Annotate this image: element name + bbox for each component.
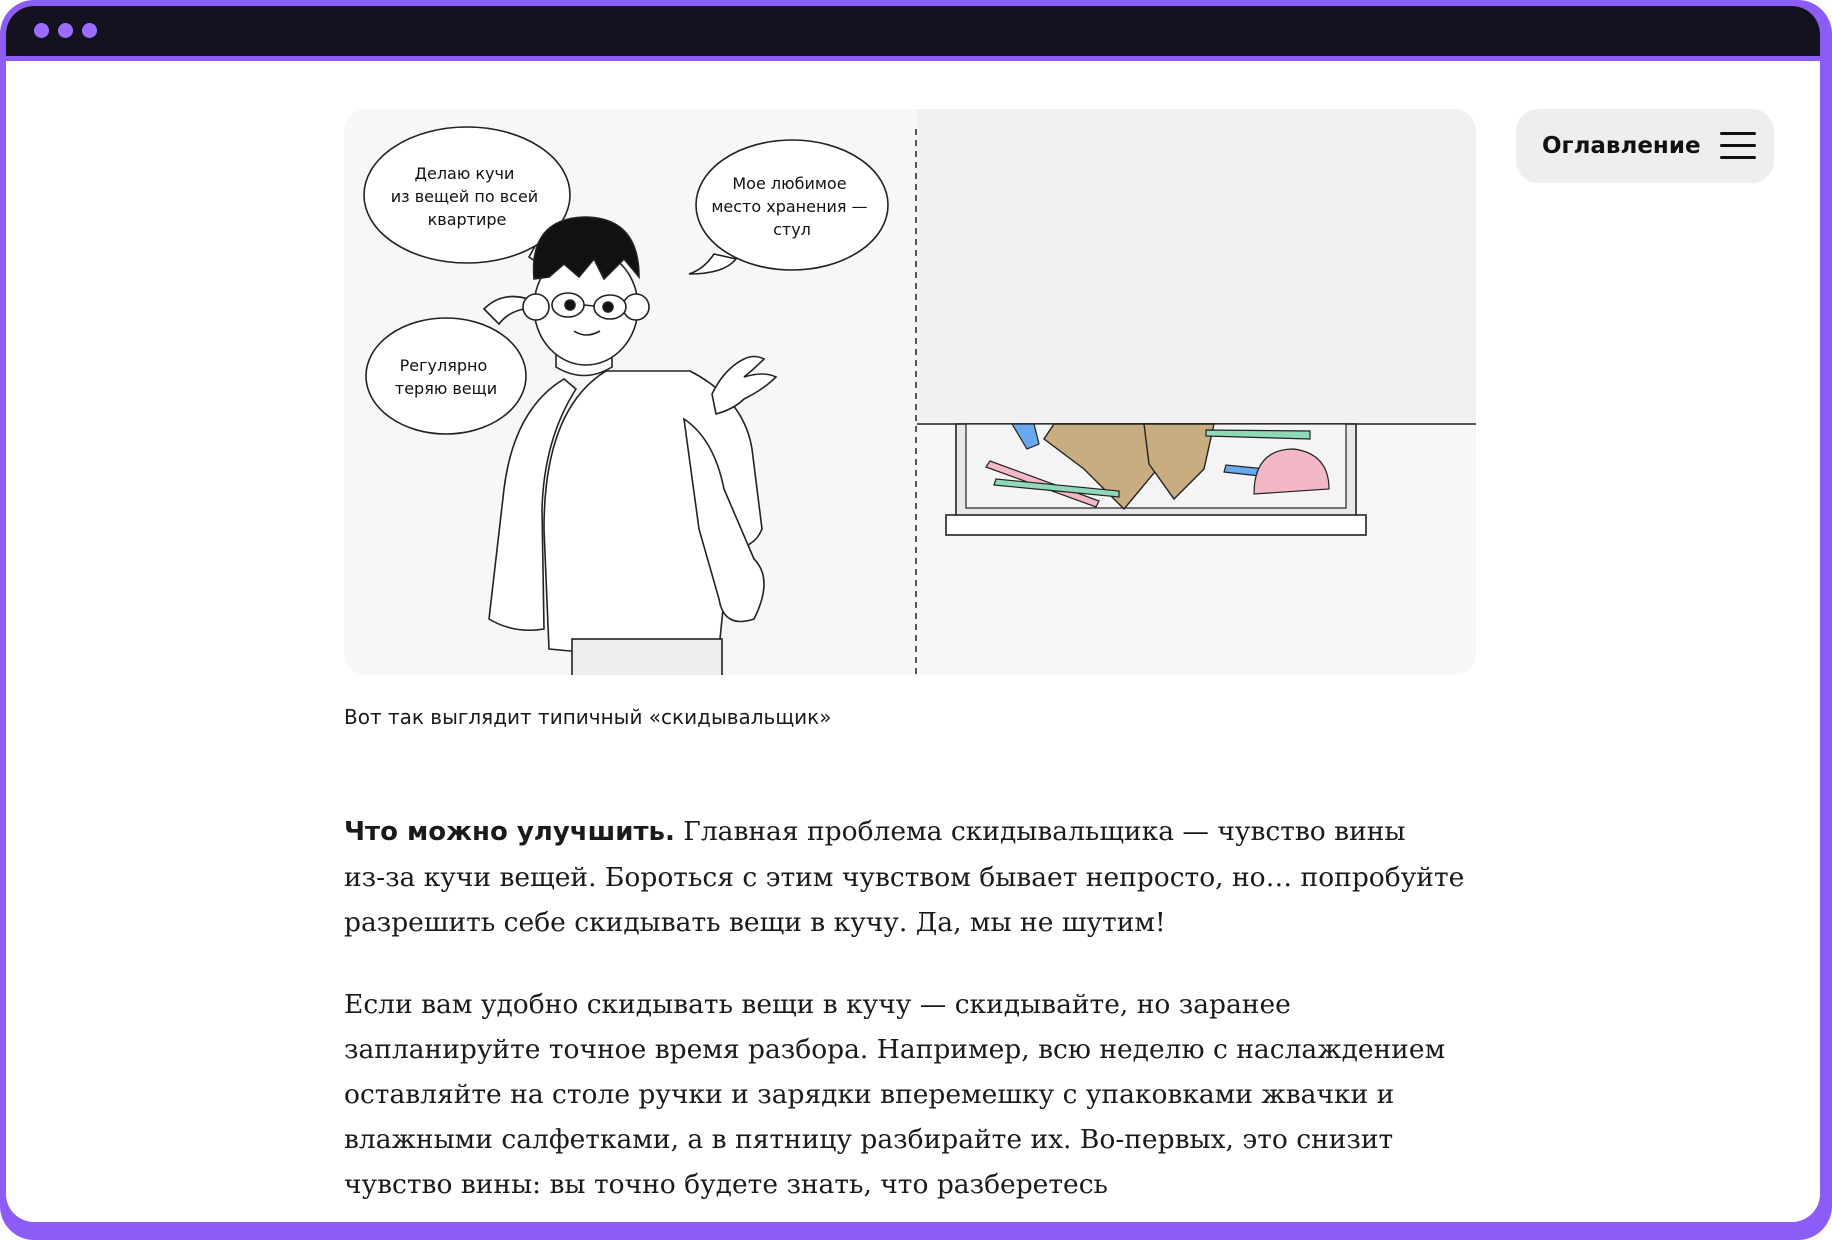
paragraph-lead: Что можно улучшить. <box>344 817 675 847</box>
article-illustration <box>344 109 1476 675</box>
page-content <box>6 61 1820 1222</box>
desk-drawer-illustration <box>917 109 1476 535</box>
article-paragraph <box>344 809 1484 945</box>
title-bar <box>6 6 1820 61</box>
window-dot-icon <box>82 23 97 38</box>
bubble-line: теряю вещи <box>394 379 498 398</box>
bubble-line: Делаю кучи <box>414 164 515 183</box>
bubble-line: стул <box>773 220 811 239</box>
table-of-contents-button[interactable] <box>1516 109 1774 183</box>
article-body <box>344 809 1484 1222</box>
bubble-line: место хранения — <box>711 197 868 216</box>
person-illustration <box>489 217 776 675</box>
speech-bubble <box>366 297 549 435</box>
paragraph-text: Если вам удобно скидывать вещи в кучу — скидывайте, но заранее запланируйте точное время разбора. Например, всю неделю с наслаждением оставляйте на столе ручки и зарядки вперемешку с упаковками жвачки и влажными салфетками, а в пятницу разбирайте их. Во‑первых, это снизит чувство вины: вы точно будете знать, что разберетесь <box>344 989 1446 1200</box>
toc-label: Оглавление <box>1542 133 1701 159</box>
speech-bubble <box>689 140 888 274</box>
figure-caption: Вот так выглядит типичный «скидывальщик» <box>344 705 832 729</box>
window-dot-icon <box>58 23 73 38</box>
bubble-line: квартире <box>427 210 507 229</box>
paragraph-text: Главная проблема скидывальщика — чувство вины из‑за кучи вещей. Бороться с этим чувством бывает непросто, но… попробуйте разрешить себе скидывать вещи в кучу. Да, мы не шутим! <box>344 816 1465 938</box>
bubble-line: из вещей по всей <box>390 187 539 206</box>
bubble-line: Мое любимое <box>732 174 847 193</box>
illustration-svg <box>344 109 1476 675</box>
window-dot-icon <box>34 23 49 38</box>
hamburger-menu-icon <box>1720 132 1756 160</box>
browser-window <box>6 6 1820 1222</box>
article-paragraph <box>344 982 1484 1207</box>
bubble-line: Регулярно <box>399 356 488 375</box>
